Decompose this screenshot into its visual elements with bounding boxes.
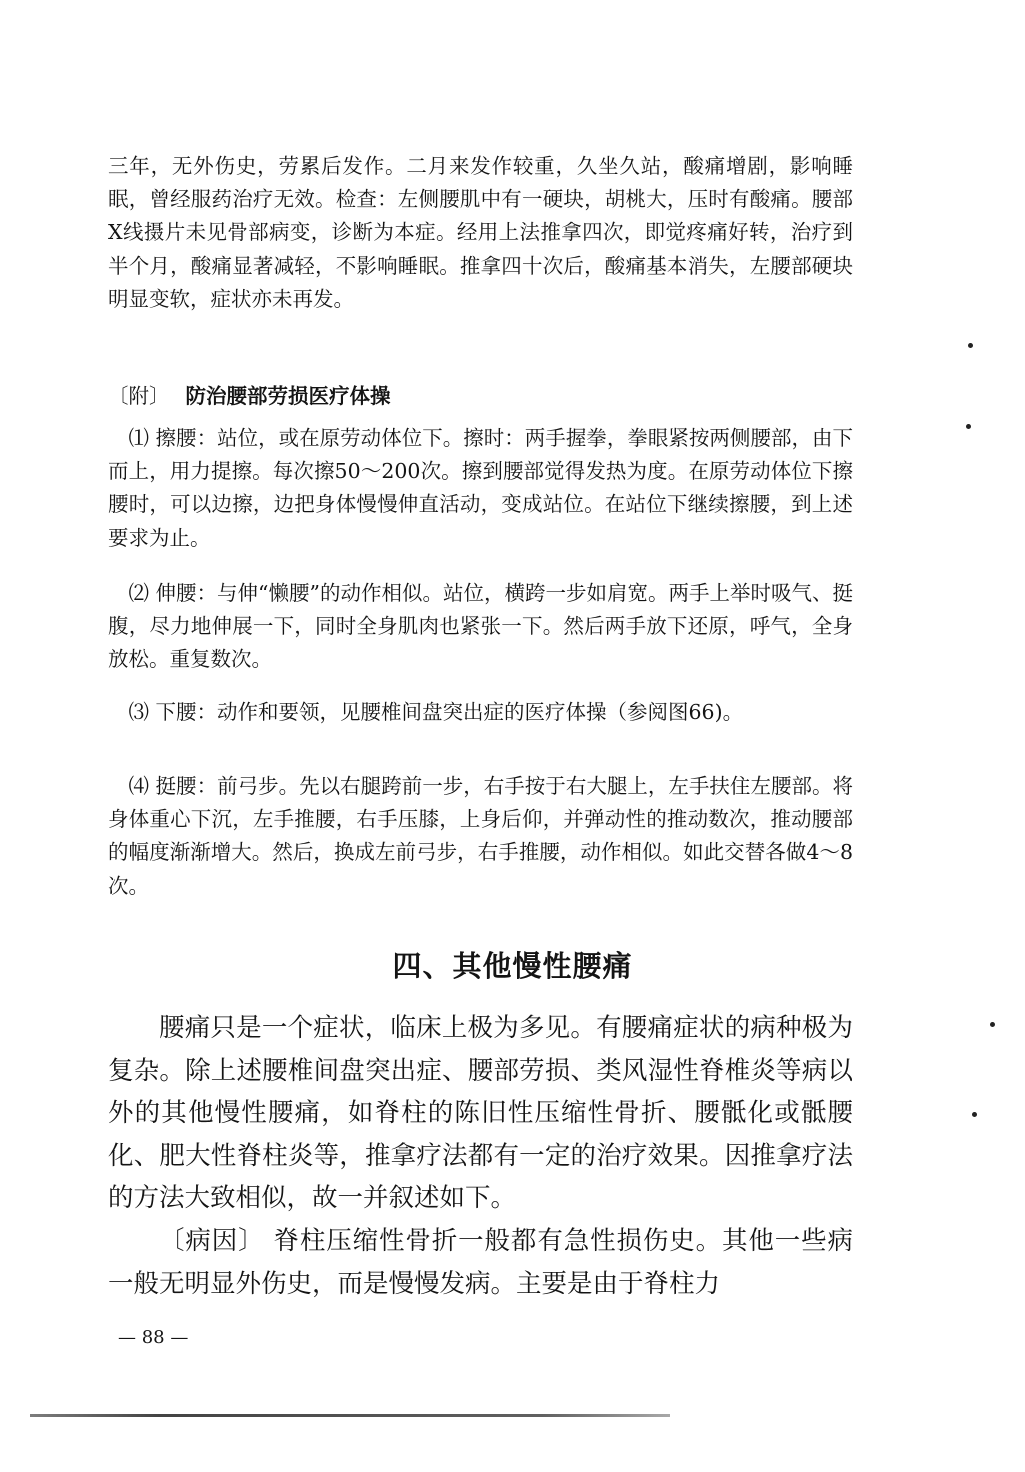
scan-speck [990, 1022, 995, 1027]
appendix-title: 防治腰部劳损医疗体操 [185, 384, 391, 408]
cause-paragraph: 〔病因〕 脊柱压缩性骨折一般都有急性损伤史。其他一些病一般无明显外伤史，而是慢慢发病。主要是由于脊柱力 [108, 1226, 853, 1299]
exercise-1: ⑴ 擦腰：站位，或在原劳动体位下。擦时：两手握拳，拳眼紧按两侧腰部，由下而上，用力提擦。每次擦50～200次。擦到腰部觉得发热为度。在原劳动体位下擦腰时，可以边擦，边把身体慢慢伸直活动，变成站位。在站位下继续擦腰，到上述要求为止。 [108, 426, 853, 550]
exercise-2: ⑵ 伸腰：与伸“懒腰”的动作相似。站位，横跨一步如肩宽。两手上举时吸气、挺腹，尽力地伸展一下，同时全身肌肉也紧张一下。然后两手放下还原，呼气，全身放松。重复数次。 [108, 581, 853, 672]
scan-speck [966, 424, 971, 429]
exercise-3: ⑶ 下腰：动作和要领，见腰椎间盘突出症的医疗体操（参阅图66)。 [128, 700, 744, 724]
scan-speck [972, 1112, 977, 1117]
page-number: — 88 — [118, 1327, 189, 1348]
scan-speck [968, 343, 973, 348]
scan-edge-line [30, 1414, 670, 1417]
appendix-heading [108, 381, 391, 411]
case-paragraph: 三年，无外伤史，劳累后发作。二月来发作较重，久坐久站，酸痛增剧，影响睡眠，曾经服药治疗无效。检查：左侧腰肌中有一硬块，胡桃大，压时有酸痛。腰部X线摄片未见骨部病变，诊断为本症。经用上法推拿四次，即觉疼痛好转，治疗到半个月，酸痛显著减轻，不影响睡眠。推拿四十次后，酸痛基本消失，左腰部硬块明显变软，症状亦未再发。 [108, 154, 853, 311]
section-intro: 腰痛只是一个症状，临床上极为多见。有腰痛症状的病种极为复杂。除上述腰椎间盘突出症、腰部劳损、类风湿性脊椎炎等病以外的其他慢性腰痛，如脊柱的陈旧性压缩性骨折、腰骶化或骶腰化、肥大性脊柱炎等，推拿疗法都有一定的治疗效果。因推拿疗法的方法大致相似，故一并叙述如下。 [108, 1013, 853, 1214]
exercise-4: ⑷ 挺腰：前弓步。先以右腿跨前一步，右手按于右大腿上，左手扶住左腰部。将身体重心下沉，左手推腰，右手压膝，上身后仰，并弹动性的推动数次，推动腰部的幅度渐渐增大。然后，换成左前弓步，右手推腰，动作相似。如此交替各做4～8次。 [108, 774, 853, 898]
section-title: 四、其他慢性腰痛 [392, 949, 633, 983]
appendix-label: 〔附〕 [108, 384, 170, 408]
